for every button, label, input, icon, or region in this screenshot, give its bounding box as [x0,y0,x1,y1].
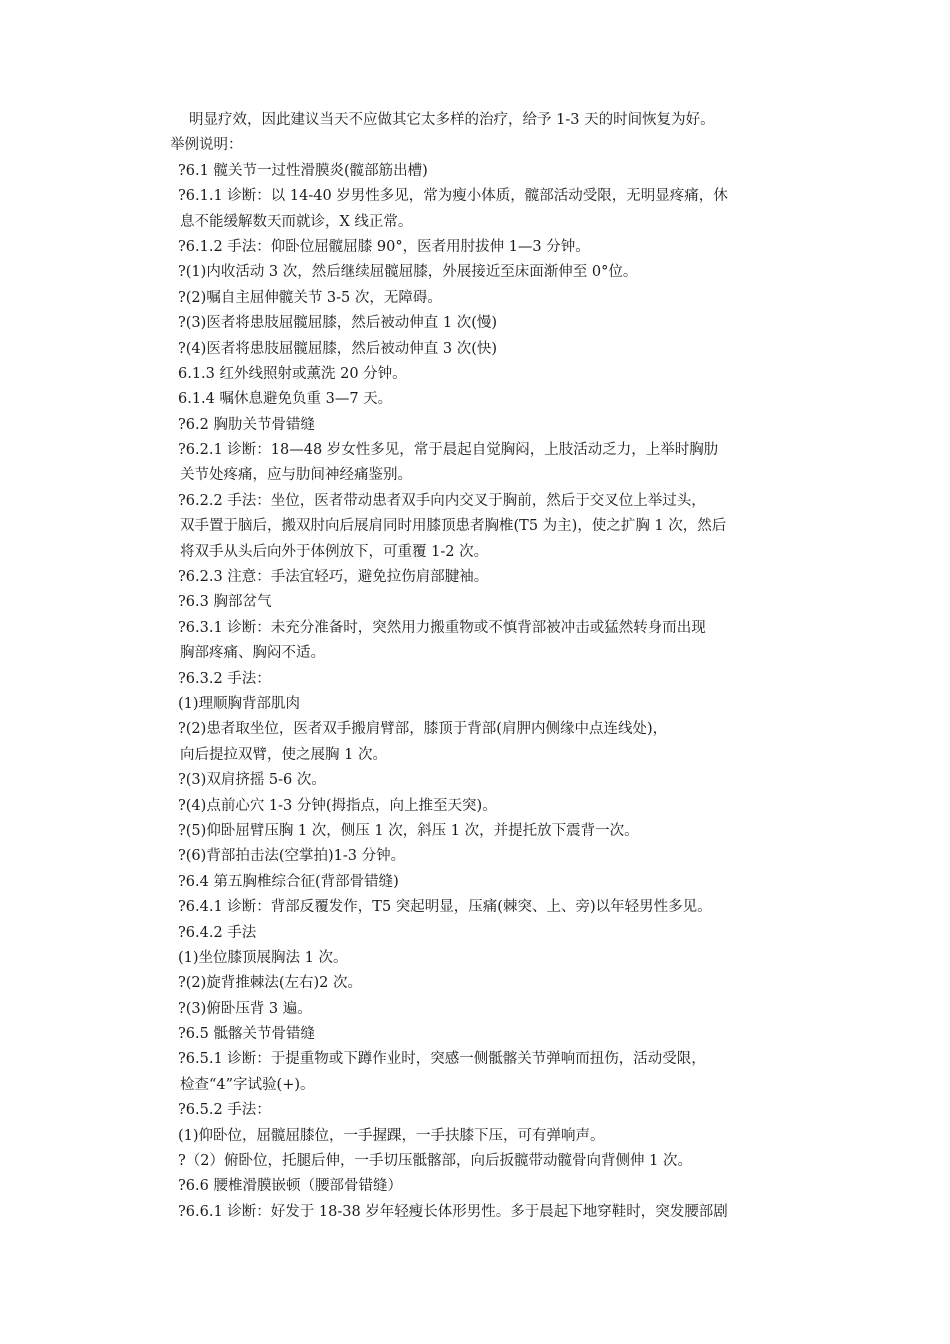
text-line: 明显疗效，因此建议当天不应做其它太多样的治疗，给予 1-3 天的时间恢复为好。 [189,112,715,128]
text-line: ?(3)俯卧压背 3 遍。 [178,1000,312,1017]
text-line: 双手置于脑后，搬双肘向后展肩同时用膝顶患者胸椎(T5 为主)，使之扩胸 1 次，然后 [180,518,727,535]
text-line: ?(5)仰卧屈臂压胸 1 次，侧压 1 次，斜压 1 次，并提托放下震背一次。 [178,822,639,839]
document-body [0,108,950,1225]
text-line: ?6.1 髋关节一过性滑膜炎(髋部筋出槽) [178,162,428,179]
text-line: ?(6)背部拍击法(空掌拍)1-3 分钟。 [178,848,406,865]
text-line: ?(3)双肩挤摇 5-6 次。 [178,772,326,789]
text-line: ?6.4.1 诊断：背部反覆发作，T5 突起明显，压痛(棘突、上、旁)以年轻男性多见。 [178,899,712,916]
text-line: ?6.2.2 手法：坐位，医者带动患者双手向内交叉于胸前，然后于交叉位上举过头， [178,492,706,509]
text-line: (1)仰卧位，屈髋屈膝位，一手握踝，一手扶膝下压，可有弹响声。 [178,1127,605,1144]
text-line: ?(2)旋背推棘法(左右)2 次。 [178,975,362,992]
text-line: 息不能缓解数天而就诊，X 线正常。 [180,213,413,230]
text-line: 检查“4”字试验(+)。 [180,1076,315,1093]
text-line: ?(2)嘱自主屈伸髋关节 3-5 次，无障碍。 [178,289,442,306]
text-line: ?6.4.2 手法 [178,924,257,941]
text-line: ?6.6 腰椎滑膜嵌顿（腰部骨错缝） [178,1178,402,1195]
text-line: ?6.3.1 诊断：未充分准备时，突然用力搬重物或不慎背部被冲击或猛然转身而出现 [178,619,706,636]
text-line: ?6.3 胸部岔气 [178,594,272,611]
text-line: 向后提拉双臂，使之展胸 1 次。 [180,746,387,763]
text-line: ?(2)患者取坐位，医者双手搬肩臂部，膝顶于背部(肩胛内侧缘中点连线处)， [178,721,668,738]
text-line: (1)理顺胸背部肌肉 [178,695,301,712]
text-line: 将双手从头后向外于体例放下，可重覆 1-2 次。 [180,543,489,560]
text-line: 胸部疼痛、胸闷不适。 [180,645,325,662]
text-line: ?6.1.1 诊断：以 14-40 岁男性多见，常为瘦小体质，髋部活动受限，无明显疼痛，休 [178,188,728,205]
text-line: ?6.2.3 注意：手法宜轻巧，避免拉伤肩部腱袖。 [178,569,489,586]
text-line: ?6.1.2 手法：仰卧位屈髋屈膝 90°，医者用肘拔伸 1—3 分钟。 [178,238,590,255]
text-line: ?(3)医者将患肢屈髋屈膝，然后被动伸直 1 次(慢) [178,315,498,332]
text-line: ?(4)点前心穴 1-3 分钟(拇指点，向上推至天突)。 [178,797,497,814]
text-line: ?6.2.1 诊断：18—48 岁女性多见，常于晨起自觉胸闷，上肢活动乏力，上举时胸肋 [178,442,719,459]
text-line: 6.1.4 嘱休息避免负重 3—7 天。 [178,391,393,408]
text-line: ?6.3.2 手法： [178,670,271,687]
text-line: 6.1.3 红外线照射或薰洗 20 分钟。 [178,365,407,382]
text-line: 举例说明： [170,137,243,154]
text-line: (1)坐位膝顶展胸法 1 次。 [178,949,348,966]
text-line: ?（2）俯卧位，托腿后伸，一手切压骶髂部，向后扳髋带动髋骨向背侧伸 1 次。 [178,1153,692,1170]
text-line: ?(4)医者将患肢屈髋屈膝，然后被动伸直 3 次(快) [178,340,498,357]
text-line: ?6.6.1 诊断：好发于 18-38 岁年轻瘦长体形男性。多于晨起下地穿鞋时，突发腰部剧 [178,1203,728,1220]
text-line: ?6.5.1 诊断：于提重物或下蹲作业时，突感一侧骶髂关节弹响而扭伤，活动受限， [178,1051,706,1068]
text-line: ?6.5 骶髂关节骨错缝 [178,1026,315,1043]
text-line: ?6.4 第五胸椎综合征(背部骨错缝) [178,873,399,890]
text-line: ?6.2 胸肋关节骨错缝 [178,416,315,433]
text-line: ?6.5.2 手法： [178,1102,271,1119]
text-line: ?(1)内收活动 3 次，然后继续屈髋屈膝，外展接近至床面渐伸至 0°位。 [178,264,638,281]
text-line: 关节处疼痛，应与肋间神经痛鉴别。 [180,467,412,484]
